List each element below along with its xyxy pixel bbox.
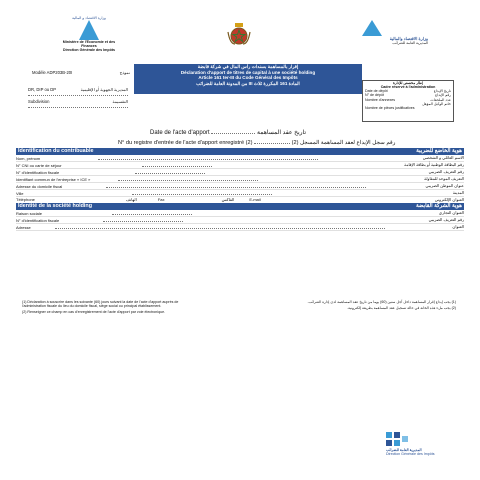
declaration-title-box <box>134 64 362 94</box>
phone-label: Téléphone <box>16 197 35 202</box>
dr-line <box>28 87 128 92</box>
row-if-input[interactable] <box>135 169 205 174</box>
footer-fr: Direction Générale des Impôts <box>386 452 435 457</box>
fax-ar: الفاكس <box>221 197 235 202</box>
subdivision-input[interactable] <box>28 106 128 108</box>
row-raison-input[interactable] <box>112 210 192 215</box>
acte-date-ar: تاريخ عقد المساهمة <box>257 130 307 136</box>
section-contribuable <box>16 148 464 204</box>
row-ice-ar: التعريف الموحد للمقاولة <box>424 176 464 181</box>
row-adresse-holding-ar: العنوان <box>452 224 464 229</box>
section2-title-fr: Identité de la société holding <box>18 203 92 209</box>
admin-title-ar: إطار مخصص للإدارة <box>393 81 423 85</box>
crest-icon <box>224 20 254 50</box>
logo-right-ar2: المديرية العامة للضرائب <box>392 41 428 46</box>
row-raison[interactable] <box>16 210 464 217</box>
dr-label: DR, DIP ou DP <box>28 87 57 92</box>
row-adresse[interactable] <box>16 183 464 190</box>
model-ar: نموذج <box>119 70 130 75</box>
row-if-holding-fr: N° d'identification fiscale <box>16 218 60 223</box>
admin-numero-ar: رقم الإيداع <box>435 93 451 98</box>
row-if-holding[interactable] <box>16 217 464 224</box>
dr-input[interactable] <box>28 94 128 96</box>
row-cni-fr: N° CNI ou carte de séjour <box>16 163 62 168</box>
logo-left-ar: وزارة الاقتصاد و المالية <box>72 16 106 20</box>
registre-ar: رقم سجل الإيداع لعقد المساهمة المسجل (2) <box>291 140 396 146</box>
row-nom-ar: الاسم العائلي و الشخصي <box>422 155 464 160</box>
subdivision-ar: التقسيمة <box>112 99 128 104</box>
logo-left-line1: Ministère de l'Economie et des Finances <box>62 40 116 49</box>
footer-ar: المديرية العامة للضرائب <box>386 448 422 452</box>
subdivision-label: Subdivision <box>28 99 50 104</box>
row-adresse-holding[interactable] <box>16 224 464 231</box>
registre-line <box>118 138 448 146</box>
notes-fr <box>22 300 190 314</box>
acte-date-label: Date de l'acte d'apport <box>150 130 210 136</box>
admin-numero-label: N° de dépôt <box>365 93 385 98</box>
row-ville[interactable] <box>16 190 464 197</box>
pyramid-logo-icon <box>79 20 99 40</box>
note-ar-1: (1) يجب إيداع إقرار المساهمة داخل أجل ستين (60) يوما من تاريخ عقد المساهمة لدى إدارة الضرائب. <box>307 300 456 304</box>
section2-title-ar: هوية الشركة القابضة <box>416 203 462 209</box>
registre-input[interactable] <box>254 138 290 144</box>
row-raison-ar: العنوان التجاري <box>438 210 464 215</box>
registre-label: N° du registre d'entrée de l'acte d'apport enregistré (2) <box>118 140 253 146</box>
admin-reserved-box <box>362 80 454 122</box>
logo-right-ar1: وزارة الاقتصاد والمالية <box>389 36 428 41</box>
row-ice-fr: Identifiant commun de l'entreprise « ICE » <box>16 177 91 182</box>
row-adresse-ar: عنوان الموطن الضريبي <box>425 183 464 188</box>
admin-title-fr: Cadre réservé à l'administration <box>380 85 436 90</box>
row-adresse-input[interactable] <box>106 183 366 188</box>
section2-header <box>16 203 464 210</box>
fax-label: Fax <box>157 197 165 202</box>
row-ville-fr: Ville <box>16 191 24 196</box>
admin-pieces-label: Nombre de pièces justificatives <box>365 105 415 110</box>
acte-date-input[interactable] <box>211 128 255 134</box>
row-ville-input[interactable] <box>132 190 272 195</box>
notes-ar <box>246 300 456 310</box>
row-adresse-holding-fr: Adresse <box>16 225 31 230</box>
row-if-fr: N° d'identification fiscale <box>16 170 60 175</box>
dgi-footer-logo <box>386 432 446 456</box>
section1-title-fr: Identification du contribuable <box>18 148 94 154</box>
email-ar: العنوان الإلكتروني <box>434 197 464 202</box>
admin-date-label: Date de dépôt <box>365 89 388 94</box>
logo-left-line2: Direction Générale des Impôts <box>63 48 115 53</box>
row-cni-ar: رقم البطاقة الوطنية أو بطاقة الإقامة <box>404 162 464 167</box>
model-line <box>32 70 130 75</box>
row-nom-input[interactable] <box>98 155 318 160</box>
subtitle-fr: Article 161 ter-III du Code Général des Impôts <box>198 75 298 80</box>
row-cni-input[interactable] <box>142 162 212 167</box>
title-ar: إقرار بالمساهمة بسندات رأس المال في شركة قابضة <box>197 64 299 69</box>
dr-ar: المديرية الجهوية أو الإقليمية <box>80 87 128 92</box>
row-if-ar: رقم التعريف الضريبي <box>428 169 464 174</box>
section-holding <box>16 203 464 231</box>
acte-date-line <box>150 128 410 136</box>
row-ville-ar: المدينة <box>452 190 464 195</box>
row-adresse-holding-input[interactable] <box>55 224 385 229</box>
email-label: E-mail <box>249 197 261 202</box>
mef-logo-right <box>362 20 428 45</box>
dgi-cube-icon <box>386 432 408 448</box>
row-nom-fr: Nom, prénom <box>16 156 41 161</box>
note-ar-2: (2) يجب ملء هذه الخانة في حالة تسجيل عقد المساهمة بطريقة إلكترونية. <box>347 306 456 311</box>
title-fr: Déclaration d'apport de titres de capital à une société holding <box>180 69 316 75</box>
phone-ar: الهاتف <box>126 197 137 202</box>
row-if-holding-ar: رقم التعريف الضريبي <box>428 217 464 222</box>
row-ice-input[interactable] <box>118 176 258 181</box>
section1-header <box>16 148 464 155</box>
section1-title-ar: هوية الخاضع للضريبة <box>416 148 462 154</box>
moroccan-crest <box>224 20 254 50</box>
row-adresse-fr: Adresse du domicile fiscal <box>16 184 63 189</box>
admin-annexes-label: Nombre d'annexes <box>365 97 396 102</box>
model-label: Modèle ADP203B-20I <box>32 70 73 75</box>
admin-annexes-ar: عدد الملحقات <box>430 97 451 102</box>
note-fr-1: (1) Déclaration à souscrire dans les soixante (60) jours suivant la date de l'acte d'apport auprès de l'administration fiscale du lieu du domicile fiscal, siège social ou principal établissement. <box>22 300 179 309</box>
row-nom[interactable] <box>16 155 464 162</box>
row-cni[interactable] <box>16 162 464 169</box>
mef-logo-left <box>60 16 118 53</box>
row-raison-fr: Raison sociale <box>16 211 43 216</box>
note-fr-2: (2) Renseigner ce champ en cas d'enregistrement de l'acte d'apport par voie électronique. <box>22 310 166 315</box>
subtitle-ar: المادة 161 المكررة ثلاث III من المدونة العامة للضرائب <box>196 80 300 86</box>
admin-date-ar: تاريخ الإيداع <box>433 89 451 94</box>
row-if[interactable] <box>16 169 464 176</box>
row-ice[interactable] <box>16 176 464 183</box>
admin-cachet-ar: خاتم الوكيل المؤهل <box>422 101 451 106</box>
subdivision-line <box>28 99 128 104</box>
row-if-holding-input[interactable] <box>103 217 183 222</box>
pyramid-logo-small-icon <box>362 20 382 36</box>
